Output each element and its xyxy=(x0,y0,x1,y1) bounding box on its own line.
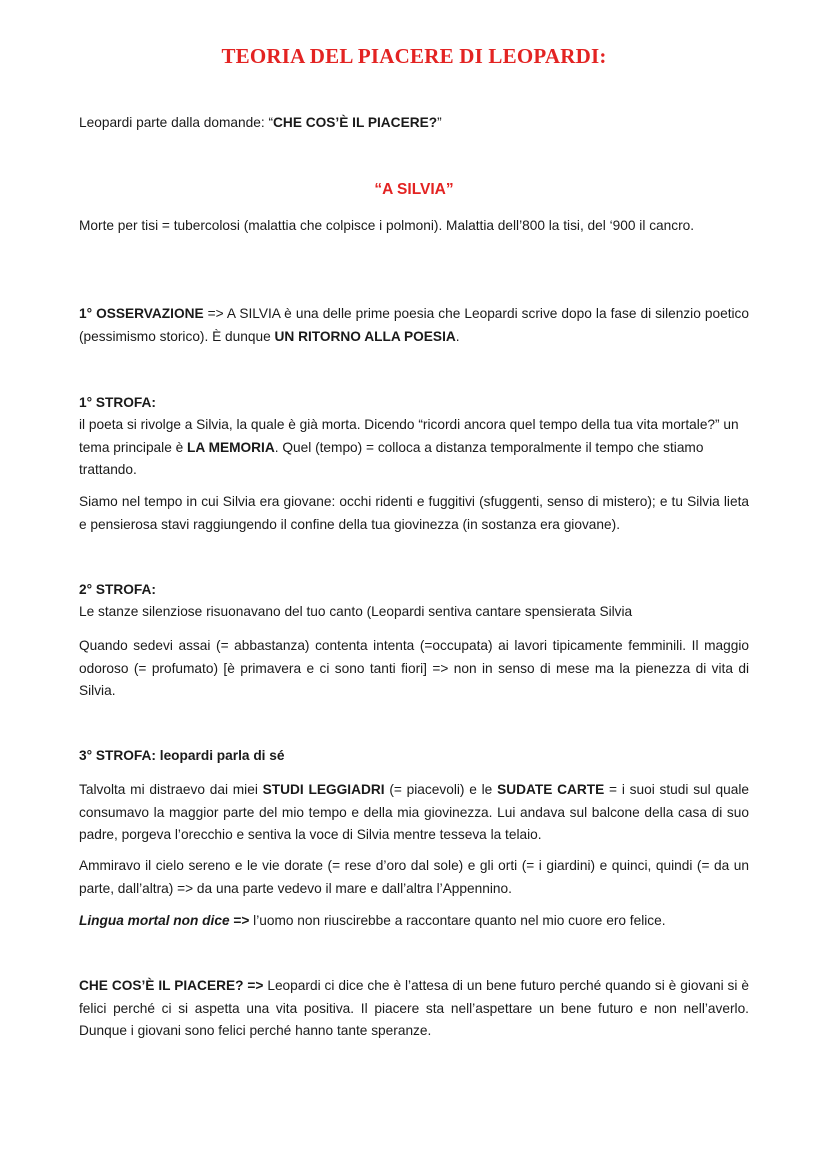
strofa2-heading-text: 2° STROFA: xyxy=(79,582,156,597)
intro-text: Leopardi parte dalla domande: “ xyxy=(79,115,274,130)
strofa1-p1-bold: LA MEMORIA xyxy=(187,439,275,455)
strofa3-p1-d: = i suoi studi sul quale consumavo la maggior parte del mio tempo e della mia giovinezza. Lui andava sul balcone della casa di suo padre, porgeva l’orecchio e sentiva la voce di Silvia mentre tesseva la telaio. xyxy=(79,782,749,842)
strofa3-paragraph-1 xyxy=(79,779,749,847)
strofa3-p1-c: (= piacevoli) e le xyxy=(384,782,498,797)
strofa3-heading xyxy=(79,745,749,768)
strofa1-heading-text: 1° STROFA: xyxy=(79,395,156,410)
strofa1-p1-end: . Quel (tempo) = colloca a distanza temporalmente il tempo che stiamo trattando. xyxy=(79,439,704,477)
osservazione-text: => A SILVIA è una delle prime poesia che Leopardi scrive dopo la fase di silenzio poetico (pessimismo storico). È dunque xyxy=(79,306,750,344)
strofa1-p1-text: il poeta si rivolge a Silvia, la quale è già morta. Dicendo “ricordi ancora quel tempo della tua vita mortale?” un tema principale è xyxy=(79,417,739,455)
strofa3-paragraph-3 xyxy=(79,910,749,933)
strofa3-p3-arrow: => xyxy=(229,913,250,928)
morte-paragraph: Morte per tisi = tubercolosi (malattia che colpisce i polmoni). Malattia dell’800 la tisi, del ‘900 il cancro. xyxy=(79,218,695,233)
strofa3-paragraph-2: Ammiravo il cielo sereno e le vie dorate (= rese d’oro dal sole) e gli orti (= i giardini) e quinci, quindi (= da un parte, dall’altra) => da una parte vedevo il mare e dall’altra l’Appennino. xyxy=(79,858,749,896)
poem-title: “A SILVIA” xyxy=(374,181,454,198)
osservazione-paragraph xyxy=(79,303,749,348)
strofa2-paragraph-1: Le stanze silenziose risuonavano del tuo canto (Leopardi sentiva cantare spensierata Silvia xyxy=(79,604,633,619)
strofa1-paragraph-2: Siamo nel tempo in cui Silvia era giovane: occhi ridenti e fuggitivi (sfuggenti, senso di mistero); e tu Silvia lieta e pensierosa stavi raggiungendo il confine della tua giovinezza (in sostanza era giovane). xyxy=(79,494,749,532)
osservazione-label: 1° OSSERVAZIONE xyxy=(79,306,204,321)
osservazione-end: . xyxy=(455,328,460,344)
strofa1-paragraph-1 xyxy=(79,414,749,482)
strofa1-heading xyxy=(79,392,749,415)
strofa3-heading-text: 3° STROFA: leopardi parla di sé xyxy=(79,748,285,763)
osservazione-bold: UN RITORNO ALLA POESIA xyxy=(274,328,456,344)
page-title: TEORIA DEL PIACERE DI LEOPARDI: xyxy=(221,44,607,68)
intro-end: ” xyxy=(437,115,442,130)
piacere-rest: Leopardi ci dice che è l’attesa di un bene futuro perché quando si è giovani si è felici perché ci si aspetta una vita positiva. Il piacere sta nell’aspettare un bene futuro e non nell’averlo. Dunque i giovani sono felici perché hanno tante speranze. xyxy=(79,978,749,1038)
intro-paragraph xyxy=(79,112,749,135)
studi-leggiadri: STUDI LEGGIADRI xyxy=(262,782,385,797)
strofa3-p3-rest: l’uomo non riuscirebbe a raccontare quanto nel mio cuore ero felice. xyxy=(249,913,666,928)
piacere-arrow: => xyxy=(243,978,264,993)
piacere-label: CHE COS’È IL PIACERE? xyxy=(79,978,244,993)
sudate-carte: SUDATE CARTE xyxy=(497,782,605,797)
lingua-mortal: Lingua mortal non dice xyxy=(79,913,230,928)
strofa2-heading xyxy=(79,579,749,602)
piacere-paragraph xyxy=(79,975,749,1043)
strofa2-paragraph-2: Quando sedevi assai (= abbastanza) contenta intenta (=occupata) ai lavori tipicamente femminili. Il maggio odoroso (= profumato) [è primavera e ci sono tanti fiori] => non in senso di mese ma la pienezza di vita di Silvia. xyxy=(79,638,749,698)
strofa3-p1-a: Talvolta mi distraevo dai miei xyxy=(79,782,263,797)
intro-question: CHE COS’È IL PIACERE? xyxy=(273,115,438,130)
